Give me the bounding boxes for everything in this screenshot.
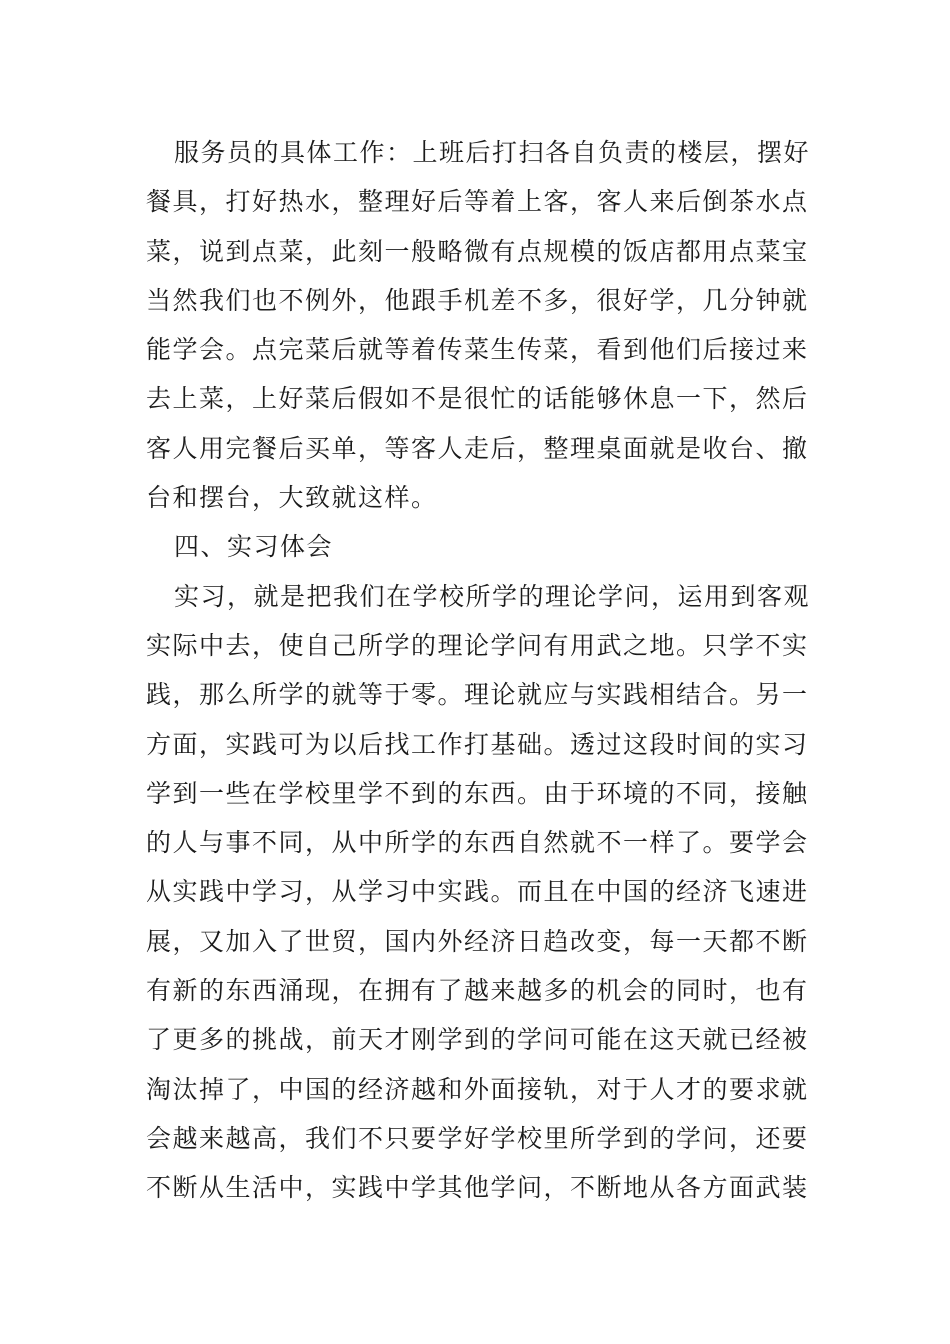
text-line: 实际中去，使自己所学的理论学问有用武之地。只学不实 <box>146 630 809 660</box>
text-line: 展，又加入了世贸，国内外经济日趋改变，每一天都不断 <box>146 926 809 956</box>
text-line: 不断从生活中，实践中学其他学问，不断地从各方面武装 <box>146 1173 809 1203</box>
text-line: 有新的东西涌现，在拥有了越来越多的机会的同时，也有 <box>146 976 809 1006</box>
text-line: 践，那么所学的就等于零。理论就应与实践相结合。另一 <box>146 680 809 710</box>
text-line: 淘汰掉了，中国的经济越和外面接轨，对于人才的要求就 <box>146 1074 809 1104</box>
text-line: 从实践中学习，从学习中实践。而且在中国的经济飞速进 <box>146 877 809 907</box>
text-line: 的人与事不同，从中所学的东西自然就不一样了。要学会 <box>146 828 809 858</box>
text-line: 当然我们也不例外，他跟手机差不多，很好学，几分钟就 <box>146 285 809 315</box>
text-line: 学到一些在学校里学不到的东西。由于环境的不同，接触 <box>146 778 809 808</box>
text-line: 服务员的具体工作：上班后打扫各自负责的楼层，摆好 <box>174 138 811 167</box>
text-line: 了更多的挑战，前天才刚学到的学问可能在这天就已经被 <box>146 1025 809 1055</box>
text-line: 会越来越高，我们不只要学好学校里所学到的学问，还要 <box>146 1123 809 1153</box>
text-line: 方面，实践可为以后找工作打基础。透过这段时间的实习 <box>146 729 809 759</box>
text-line: 客人用完餐后买单，等客人走后，整理桌面就是收台、撤 <box>146 433 809 463</box>
body-text <box>146 128 811 1213</box>
text-line: 实习，就是把我们在学校所学的理论学问，运用到客观 <box>174 581 811 611</box>
text-line: 能学会。点完菜后就等着传菜生传菜，看到他们后接过来 <box>146 335 809 365</box>
text-line: 台和摆台，大致就这样。 <box>146 483 438 513</box>
text-line: 去上菜，上好菜后假如不是很忙的话能够休息一下，然后 <box>146 384 809 414</box>
text-line: 餐具，打好热水，整理好后等着上客，客人来后倒茶水点 <box>146 187 809 217</box>
text-line: 菜，说到点菜，此刻一般略微有点规模的饭店都用点菜宝 <box>146 236 809 266</box>
text-line: 四、实习体会 <box>174 532 334 562</box>
